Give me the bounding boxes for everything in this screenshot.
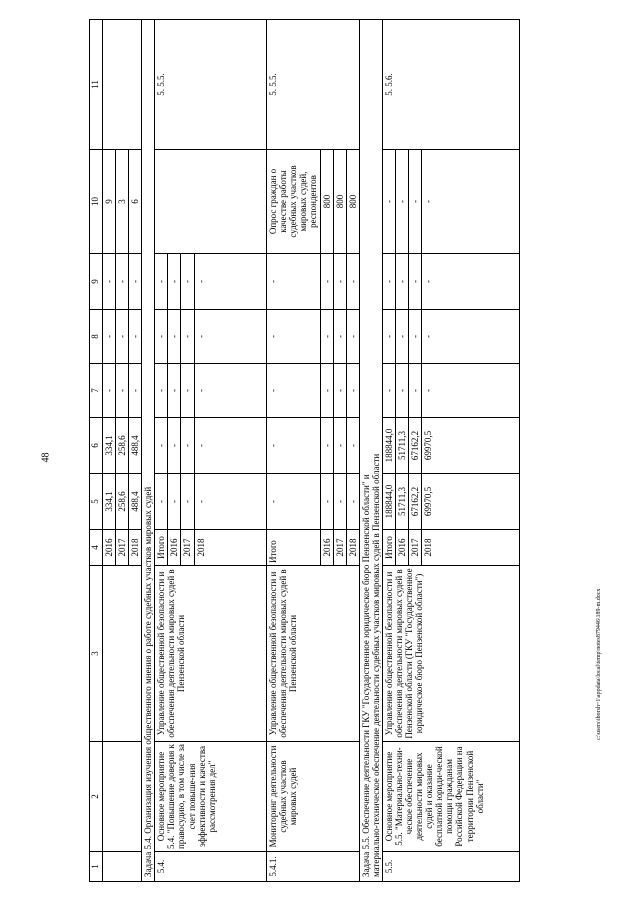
rotated-table-container xyxy=(89,20,594,882)
value-cell: 51711,3 xyxy=(396,418,409,474)
footer-path: c:\users\iborsh~1\appdata\local\temp\notes879446\189-m.docx xyxy=(596,588,602,740)
table-row: 5.5. Основное мероприятие 5.5. "Материально-техни-ческое обеспечение деятельности мировых судей и оказание бесплатной юриди-ческой помощи гражданам Российской Федерации на территории Пензенской области" Управление общественной безопасности и обеспечения деятельности мировых судей в Пензенской области (ГКУ "Государственное юридическое бюро Пензенской области") Итого 188844,0 188844,0 - - - - 5. 5.6. xyxy=(382,20,395,882)
year-cell: 2018 xyxy=(346,530,359,566)
col-num-9: 9 xyxy=(90,254,103,310)
executor: Управление общественной безопасности и обеспечения деятельности мировых судей в Пензенской области xyxy=(266,566,359,742)
task-5-5-title-line1: Задача 5.5. Обеспечение деятельности ГКУ "Государственное юридическое бюро Пензенской области" и xyxy=(360,474,371,877)
value-cell: 6 xyxy=(129,150,142,254)
table-row: 2018 69970,5 69970,5 - - - - xyxy=(422,20,520,882)
year-cell: 2017 xyxy=(116,530,129,566)
col-num-6: 6 xyxy=(90,418,103,474)
table-row: 2018 - - - - - xyxy=(194,20,266,882)
table-row: 2016 - - - - - 800 xyxy=(320,20,333,882)
col-num-5: 5 xyxy=(90,474,103,530)
table-row: 2017 258,6 258,6 - - - 3 xyxy=(116,20,129,882)
col-num-2: 2 xyxy=(90,742,103,852)
row-number: 5.5. xyxy=(382,852,519,882)
year-cell: 2018 xyxy=(129,530,142,566)
year-cell: 2016 xyxy=(320,530,333,566)
value-cell: 188844,0 xyxy=(382,474,395,530)
value-cell: 800 xyxy=(333,150,346,254)
task-header-row xyxy=(142,20,155,882)
value-cell: 488,4 xyxy=(129,474,142,530)
year-cell: 2016 xyxy=(396,530,409,566)
value-cell: 188844,0 xyxy=(382,418,395,474)
table-row: 5.4.1. Мониторинг деятельности судебных участков мировых судей Управление общественной безопасности и обеспечения деятельности мировых судей в Пензенской области Итого - - - - - Опрос граждан о качестве работы судебных участков мировых судей, респондентов 5. 5.5. xyxy=(266,20,320,882)
table-row: 2016 - - - - - xyxy=(168,20,181,882)
value-cell: 51711,3 xyxy=(396,474,409,530)
col-num-8: 8 xyxy=(90,310,103,364)
col-num-3: 3 xyxy=(90,566,103,742)
task-5-5-title-line2: материально-техническое обеспечение деятельности судебных участков мировых судей в Пензенской области xyxy=(370,453,381,877)
value-cell: 9 xyxy=(103,150,116,254)
year-cell: 2016 xyxy=(168,530,181,566)
value-cell: 258,6 xyxy=(116,474,129,530)
col-num-4: 4 xyxy=(90,530,103,566)
table-row: 2016 334,1 334,1 - - - 9 xyxy=(103,20,116,882)
year-cell: 2018 xyxy=(194,530,266,566)
page-number: 48 xyxy=(40,452,52,463)
reference-cell: 5. 5.5. xyxy=(266,20,359,150)
indicator-cell: Опрос граждан о качестве работы судебных участков мировых судей, респондентов xyxy=(266,150,320,254)
col-num-7: 7 xyxy=(90,364,103,418)
col-num-10: 10 xyxy=(90,150,103,254)
year-cell: 2017 xyxy=(409,530,422,566)
table-row: 2017 67162,2 67162,2 - - - - xyxy=(409,20,422,882)
executor: Управление общественной безопасности и обеспечения деятельности мировых судей в Пензенской области (ГКУ "Государственное юридическое бюро Пензенской области") xyxy=(382,566,519,742)
value-cell: 69970,5 xyxy=(422,418,520,474)
measure-name: Основное мероприятие 5.4. "Повышение доверия к правосудию, в том числе за счет повыше-ния эффективности и качества рассмотрения дел" xyxy=(155,742,266,852)
year-cell: Итого xyxy=(382,530,395,566)
year-cell: 2018 xyxy=(422,530,520,566)
year-cell: 2017 xyxy=(333,530,346,566)
column-number-row xyxy=(90,20,103,882)
value-cell: 3 xyxy=(116,150,129,254)
program-table xyxy=(89,19,520,882)
task-5-4-title: Задача 5.4. Организация изучения общественного мнения о работе судебных участков мировых судей xyxy=(142,20,155,882)
table-row: 5.4. Основное мероприятие 5.4. "Повышение доверия к правосудию, в том числе за счет повыше-ния эффективности и качества рассмотрения дел" Управление общественной безопасности и обеспечения деятельности мировых судей в Пензенской области Итого - - - - - 5. 5.5. xyxy=(155,20,168,882)
task-header-row xyxy=(359,20,382,882)
reference-cell: 5. 5.5. xyxy=(155,20,266,150)
value-cell: 800 xyxy=(346,150,359,254)
value-cell: 334,1 xyxy=(103,418,116,474)
task-5-5-title xyxy=(359,20,382,882)
year-cell: Итого xyxy=(155,530,168,566)
table-row: 2017 - - - - - 800 xyxy=(333,20,346,882)
table-row: 2016 51711,3 51711,3 - - - - xyxy=(396,20,409,882)
value-cell: 334,1 xyxy=(103,474,116,530)
value-cell: 488,4 xyxy=(129,418,142,474)
value-cell: 67162,2 xyxy=(409,474,422,530)
reference-cell: 5. 5.6. xyxy=(382,20,519,150)
measure-name: Мониторинг деятельности судебных участков мировых судей xyxy=(266,742,359,852)
col-num-11: 11 xyxy=(90,20,103,150)
table-row: 2018 - - - - - 800 xyxy=(346,20,359,882)
value-cell: 69970,5 xyxy=(422,474,520,530)
row-number: 5.4. xyxy=(155,852,266,882)
measure-name: Основное мероприятие 5.5. "Материально-техни-ческое обеспечение деятельности мировых судей и оказание бесплатной юриди-ческой помощи гражданам Российской Федерации на территории Пензенской области" xyxy=(382,742,519,852)
executor: Управление общественной безопасности и обеспечения деятельности мировых судей в Пензенской области xyxy=(155,566,266,742)
value-cell: 800 xyxy=(320,150,333,254)
table-row: 2018 488,4 488,4 - - - 6 xyxy=(129,20,142,882)
year-cell: 2017 xyxy=(181,530,194,566)
table-row: 2017 - - - - - xyxy=(181,20,194,882)
year-cell: Итого xyxy=(266,530,320,566)
row-number: 5.4.1. xyxy=(266,852,359,882)
col-num-1: 1 xyxy=(90,852,103,882)
value-cell: 258,6 xyxy=(116,418,129,474)
value-cell: 67162,2 xyxy=(409,418,422,474)
year-cell: 2016 xyxy=(103,530,116,566)
